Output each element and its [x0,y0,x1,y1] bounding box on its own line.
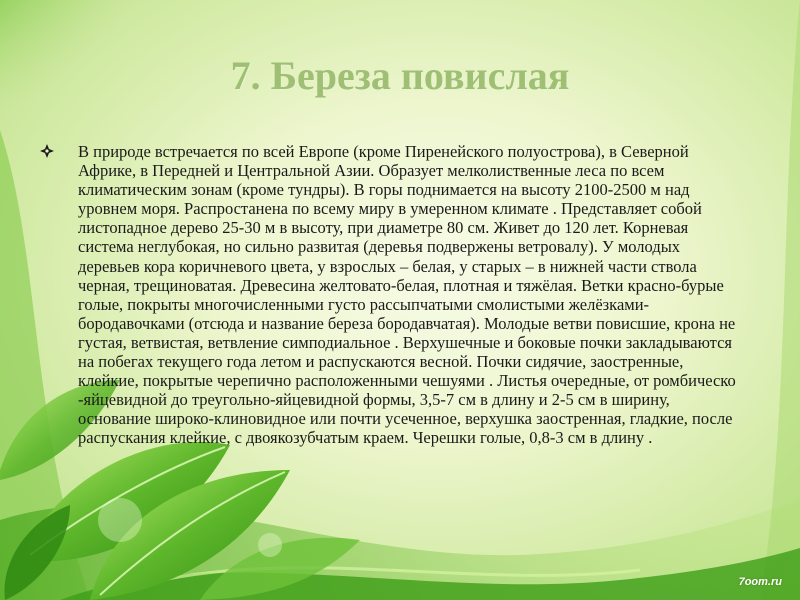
light-flare [98,498,142,542]
diamond-bullet-icon [40,142,78,448]
light-flare [258,533,282,557]
bullet-item [40,142,740,448]
slide-title: 7. Береза повислая [230,53,570,98]
site-watermark: 7oom.ru [738,576,782,588]
body-paragraph: В природе встречается по всей Европе (кроме Пиренейского полуострова), в Северной Африке, в Передней и Центральной Азии. Образует мелколиственные леса по всем климатическим зонам (кроме тундры). В горы поднимается на высоту 2100-2500 м над уровнем моря. Распростанена по всему миру в умеренном климате . Представляет собой листопадное дерево 25-30 м в высоту, при диаметре 80 см. Живет до 120 лет. Корневая система неглубокая, но сильно развитая (деревья подвержены ветровалу). У молодых деревьев кора коричневого цвета, у взрослых – белая, у старых – в нижней части ствола черная, трещиноватая. Древесина желтовато-белая, плотная и тяжёлая. Ветки красно-бурые голые, покрыты многочисленными густо рассыпчатыми смолистыми желёзками-бородавочками (отсюда и название береза бородавчатая). Молодые ветви повисшие, крона не густая, ветвистая, ветвление симподиальное . Верхушечные и боковые почки закладываются на побегах текущего года летом и распускаются весной. Почки сидячие, заостренные, клейкие, покрытые черепично расположенными чешуями . Листья очередные, от ромбическо -яйцевидной до треугольно-яйцевидной формы, 3,5-7 см в длину и 2-5 см в ширину, основание широко-клиновидное или почти усеченное, верхушка заостренная, гладкие, после распускания клейкие, с двоякозубчатым краем. Черешки голые, 0,8-3 см в длину . [78,142,736,448]
